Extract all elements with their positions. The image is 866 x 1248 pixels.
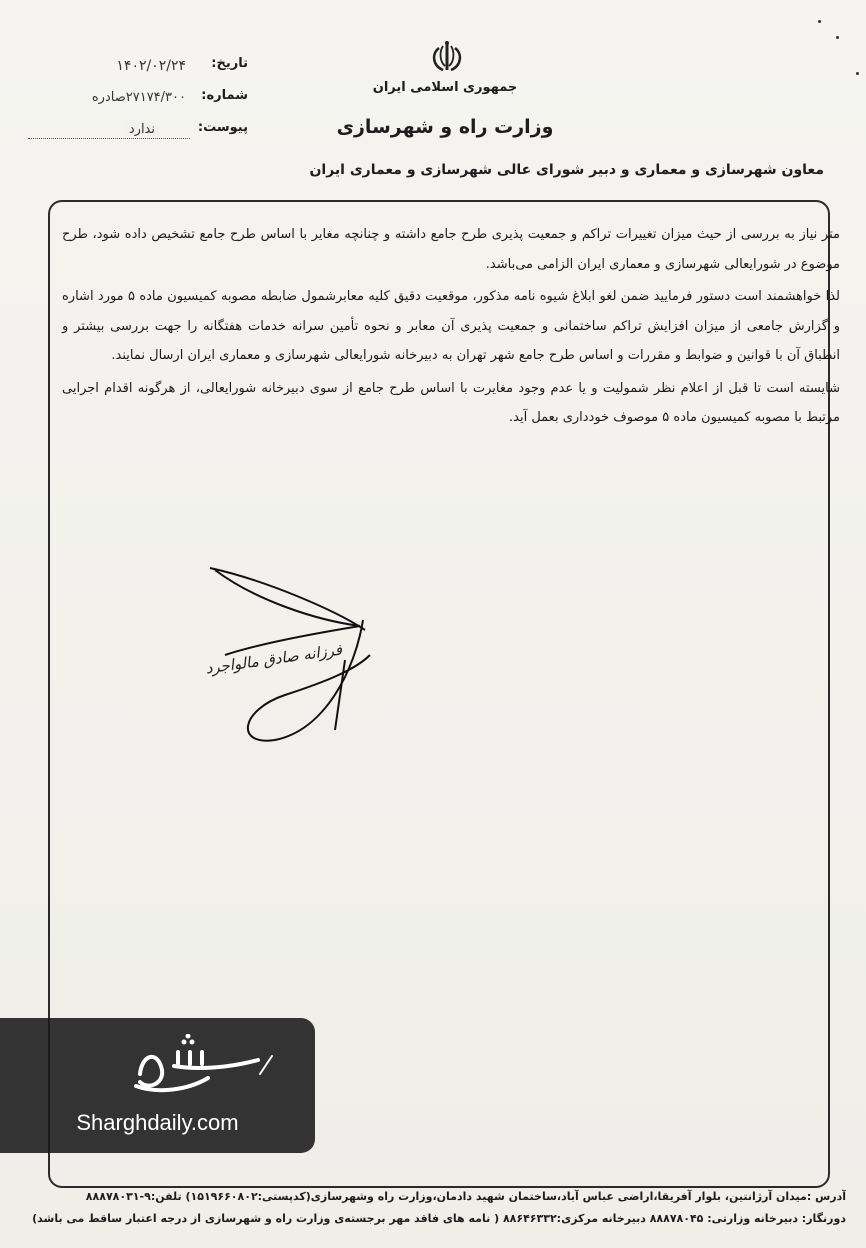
scan-speck	[836, 36, 839, 39]
letter-footer	[26, 1186, 846, 1230]
scan-speck	[818, 20, 821, 23]
attachment-field	[28, 120, 248, 152]
recipient-title: معاون شهرسازی و معماری و دبیر شورای عالی شهرسازی و معماری ایران	[309, 162, 824, 178]
body-paragraph-2: لذا خواهشمند است دستور فرمایید ضمن لغو ابلاغ شیوه نامه مذکور، موقعیت دقیق کلیه معابرشمول ضابطه مصوبه کمیسیون ماده ۵ مورد اشاره و گزارش جامعی از میزان افزایش تراکم ساختمانی و جمعیت پذیری آن معابر و نحوه تأمین سرانه خدمات هفتگانه را جهت بررسی بیشتر و انطباق آن با قوانین و ضوابط و مقررات و اساس طرح جامع شهر تهران به دبیرخانه شورایعالی شهرسازی و معماری ایران ارسال نمایند.	[62, 289, 840, 363]
letter-meta	[28, 56, 248, 152]
signatory-name: فرزانه صادق مالواجرد	[204, 640, 344, 678]
watermark-brand: Sharghdaily.com	[76, 1110, 239, 1135]
attachment-value: ندارد	[126, 122, 158, 137]
number-field	[28, 88, 248, 120]
shargh-logo	[128, 1034, 278, 1106]
attachment-label: پیوست:	[197, 120, 248, 135]
body-paragraph-1: متر نیاز به بررسی از حیث میزان تغییرات تراکم و جمعیت پذیری طرح جامع داشته و چنانچه مغایر با اساس طرح جامع تشخیص داده شود، طرح موضوع در شورایعالی شهرسازی و معماری ایران الزامی می‌باشد.	[62, 227, 840, 272]
body-paragraph-3: شایسته است تا قبل از اعلام نظر شمولیت و یا عدم وجود مغایرت با اساس طرح جامع از سوی دبیرخانه شورایعالی، از هرگونه اقدام اجرایی مرتبط با مصوبه کمیسیون ماده ۵ موصوف خودداری بعمل آید.	[62, 380, 840, 425]
footer-address: آدرس :میدان آرژانتین، بلوار آفریقا،اراضی عباس آباد،ساختمان شهید دادمان،وزارت راه وشهرسازی(کدپستی:۱۵۱۹۶۶۰۸۰۲) تلفن:۹-۸۸۸۷۸۰۳۱	[85, 1190, 846, 1203]
shargh-watermark	[0, 1018, 315, 1153]
scan-speck	[856, 72, 859, 75]
date-value: ۱۴۰۲/۰۲/۲۴	[116, 58, 186, 74]
iran-emblem-icon	[425, 40, 469, 76]
letter-body	[62, 220, 840, 433]
date-field	[28, 56, 248, 88]
attachment-dotted-line	[28, 138, 190, 139]
footer-fax: دورنگار: دبیرخانه وزارتی: ۸۸۸۷۸۰۴۵ دبیرخانه مرکزی:۸۸۶۴۶۳۳۲ ( نامه های فاقد مهر برجسته‌ی وزارت راه و شهرسازی از درجه اعتبار ساقط می باشد)	[32, 1212, 846, 1225]
ministry-title: وزارت راه و شهرسازی	[336, 116, 554, 138]
number-value: ۲۷۱۷۴/۳۰۰صادره	[91, 90, 186, 105]
government-title: جمهوری اسلامی ایران	[372, 80, 518, 95]
date-label: تاریخ:	[211, 56, 248, 71]
number-label: شماره:	[201, 88, 248, 103]
